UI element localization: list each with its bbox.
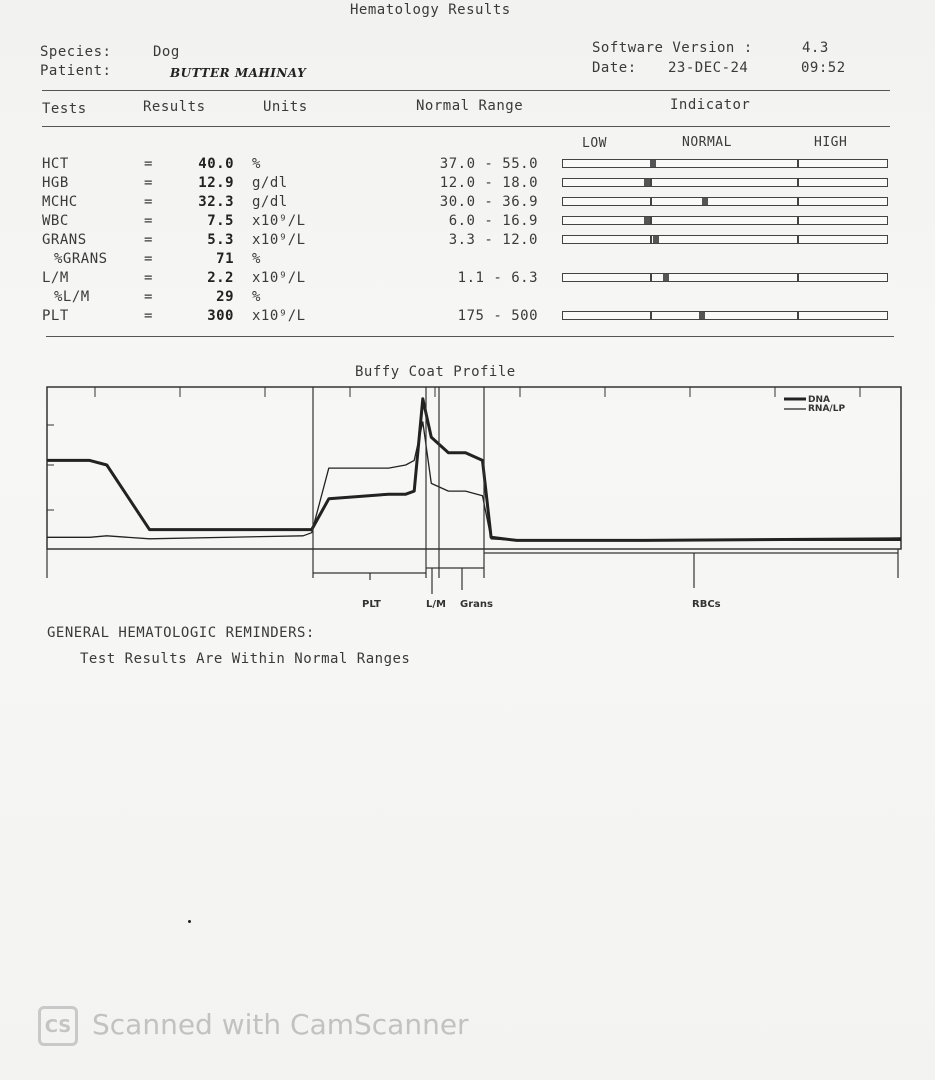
patient-label: Patient: (40, 63, 112, 79)
row-equals: = (144, 156, 153, 172)
col-units: Units (263, 99, 308, 115)
row-result: 300 (207, 308, 234, 324)
row-equals: = (144, 308, 153, 324)
series-line-rnalp (47, 422, 901, 541)
region-label-plt: PLT (362, 599, 381, 610)
row-unit: % (252, 251, 261, 267)
row-unit: x10⁹/L (252, 270, 306, 286)
row-test-name: WBC (42, 213, 69, 229)
row-result: 40.0 (198, 156, 234, 172)
row-unit: x10⁹/L (252, 308, 306, 324)
row-equals: = (144, 251, 153, 267)
indicator-low-label: LOW (582, 136, 607, 151)
row-result: 12.9 (198, 175, 234, 191)
chart-legend (784, 399, 806, 409)
indicator-normal-label: NORMAL (682, 135, 732, 150)
row-range: 12.0 - 18.0 (439, 175, 538, 191)
chart-lines (47, 399, 901, 541)
series-line-dna (47, 399, 901, 541)
report-title: Hematology Results (350, 2, 511, 18)
row-test-name: L/M (42, 270, 69, 286)
region-label-grans: Grans (460, 599, 493, 610)
legend-rna: RNA/LP (808, 404, 846, 414)
row-unit: % (252, 289, 261, 305)
row-test-name: MCHC (42, 194, 78, 210)
row-test-name: HCT (42, 156, 69, 172)
time-value: 09:52 (801, 60, 846, 76)
row-result: 2.2 (207, 270, 234, 286)
row-range: 6.0 - 16.9 (448, 213, 538, 229)
row-result: 7.5 (207, 213, 234, 229)
row-range: 175 - 500 (457, 308, 538, 324)
row-equals: = (144, 270, 153, 286)
reminders-message: Test Results Are Within Normal Ranges (80, 651, 411, 667)
camscanner-logo-icon: CS (38, 1006, 78, 1046)
row-result: 5.3 (207, 232, 234, 248)
chart-title: Buffy Coat Profile (355, 364, 516, 380)
row-range: 30.0 - 36.9 (439, 194, 538, 210)
row-unit: % (252, 156, 261, 172)
row-range: 1.1 - 6.3 (457, 270, 538, 286)
reminders-heading: GENERAL HEMATOLOGIC REMINDERS: (47, 625, 315, 641)
row-equals: = (144, 213, 153, 229)
row-test-name: HGB (42, 175, 69, 191)
patient-value: BUTTER MAHINAY (170, 66, 307, 80)
species-label: Species: (40, 44, 112, 60)
row-result: 32.3 (198, 194, 234, 210)
region-label-lm: L/M (426, 599, 446, 610)
row-test-name: GRANS (42, 232, 87, 248)
col-normal-range: Normal Range (416, 98, 524, 114)
row-equals: = (144, 175, 153, 191)
row-unit: x10⁹/L (252, 232, 306, 248)
row-equals: = (144, 289, 153, 305)
row-test-name: %L/M (54, 289, 90, 305)
speck (188, 920, 191, 923)
legend-dna: DNA (808, 395, 830, 405)
row-equals: = (144, 194, 153, 210)
chart-frame (47, 387, 901, 549)
indicator-high-label: HIGH (814, 135, 848, 150)
row-result: 29 (216, 289, 234, 305)
row-range: 3.3 - 12.0 (448, 232, 538, 248)
camscanner-watermark: Scanned with CamScanner (92, 1008, 469, 1041)
region-label-rbcs: RBCs (692, 599, 721, 610)
row-result: 71 (216, 251, 234, 267)
species-value: Dog (153, 44, 180, 60)
row-equals: = (144, 232, 153, 248)
software-label: Software Version : (592, 40, 753, 56)
row-unit: g/dl (252, 194, 288, 210)
row-test-name: PLT (42, 308, 69, 324)
col-tests: Tests (42, 101, 87, 117)
date-value: 23-DEC-24 (668, 60, 749, 76)
row-unit: g/dl (252, 175, 288, 191)
date-label: Date: (592, 60, 637, 76)
col-indicator: Indicator (670, 97, 751, 113)
chart-brackets (47, 387, 898, 594)
row-test-name: %GRANS (54, 251, 108, 267)
row-range: 37.0 - 55.0 (439, 156, 538, 172)
row-unit: x10⁹/L (252, 213, 306, 229)
col-results: Results (143, 99, 206, 115)
software-value: 4.3 (802, 40, 829, 56)
